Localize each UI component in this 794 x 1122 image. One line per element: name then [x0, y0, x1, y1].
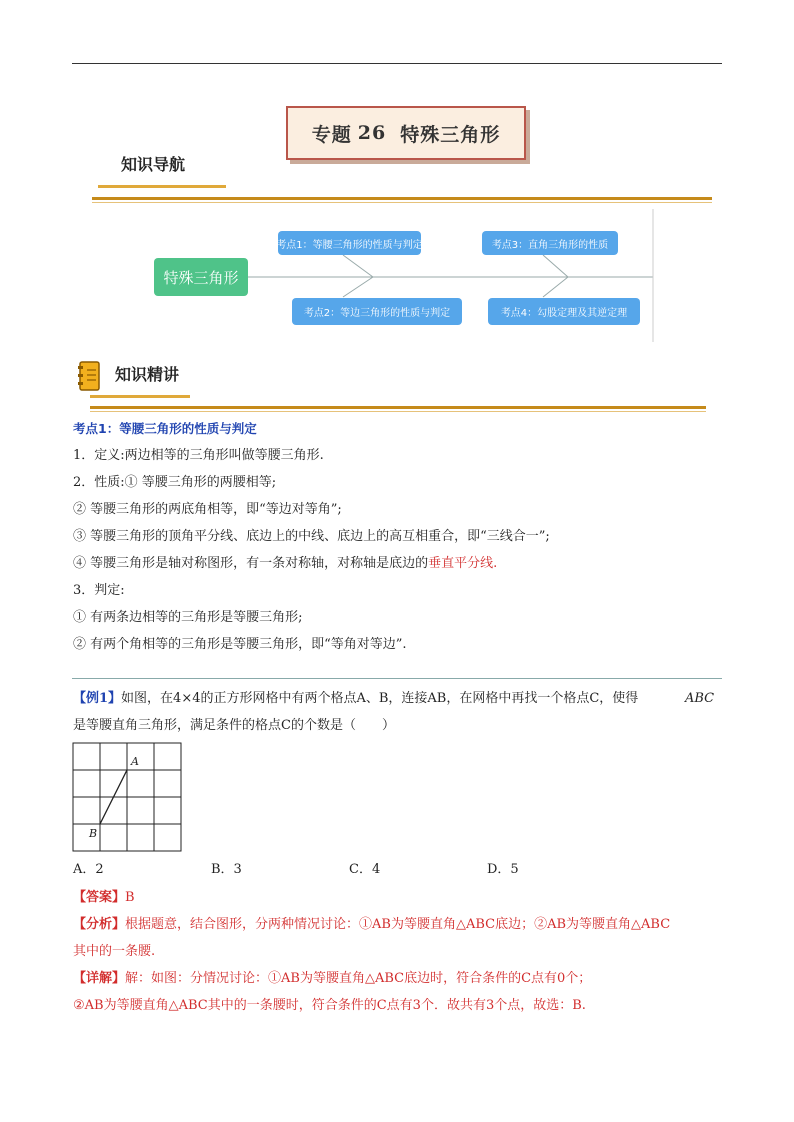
title-prefix: 专题 [311, 123, 352, 146]
grid-label-b: B [89, 827, 98, 840]
explain-divider-thin [90, 411, 706, 412]
explain-heading: 知识精讲 [115, 365, 180, 384]
notebook-icon [77, 361, 101, 392]
analysis-label: 【分析】 [73, 917, 126, 932]
example-text-1: 如图，在4×4的正方形网格中有两个格点A、B，连接AB，在网格中再找一个格点C，使得 [121, 691, 639, 706]
detail-label: 【详解】 [73, 971, 126, 986]
answer-value: B [125, 890, 135, 905]
kp1-line-6: 3．判定: [73, 583, 125, 598]
header-rule [72, 63, 722, 64]
kp1-highlight: 垂直平分线 [428, 556, 494, 571]
example-label: 【例1】 [73, 691, 122, 706]
explain-divider [90, 406, 706, 409]
kp1-highlight-end: . [493, 556, 498, 571]
kp1-line-5-text: ④ 等腰三角形是轴对称图形，有一条对称轴，对称轴是底边的 [73, 556, 429, 571]
kp1-line-7: ① 有两条边相等的三角形是等腰三角形; [73, 610, 303, 625]
answer-line [73, 891, 135, 904]
kp1-line-5 [73, 557, 497, 570]
kp1-line-3: ② 等腰三角形的两底角相等，即“等边对等角”; [73, 502, 342, 517]
kp1-line-4: ③ 等腰三角形的顶角平分线、底边上的中线、底边上的高互相重合，即“三线合一”; [73, 529, 550, 544]
example-abc: ABC [685, 691, 715, 706]
page-title [286, 106, 526, 160]
nav-heading: 知识导航 [121, 155, 186, 174]
grid-label-a: A [131, 755, 139, 768]
mindmap-item-kp1: 考点1：等腰三角形的性质与判定 [278, 231, 421, 255]
mindmap-root: 特殊三角形 [154, 258, 248, 296]
kp1-line-8: ② 有两个角相等的三角形是等腰三角形，即“等角对等边”. [73, 637, 407, 652]
detail-line-2: ②AB为等腰直角△ABC其中的一条腰时，符合条件的C点有3个．故共有3个点，故选：B. [73, 998, 586, 1013]
analysis-line-1 [73, 918, 670, 931]
kp1-line-1: 1．定义:两边相等的三角形叫做等腰三角形. [73, 448, 324, 463]
mindmap-item-kp2: 考点2：等边三角形的性质与判定 [292, 298, 462, 325]
kp1-line-2: 2．性质:① 等腰三角形的两腰相等; [73, 475, 277, 490]
analysis-line-2: 其中的一条腰. [73, 944, 156, 959]
answer-label: 【答案】 [73, 890, 126, 905]
example-separator [72, 678, 722, 679]
option-b: B．3 [211, 862, 242, 877]
detail-text-1: 解：如图：分情况讨论：①AB为等腰直角△ABC底边时，符合条件的C点有0个； [125, 971, 592, 986]
nav-divider [92, 197, 712, 200]
nav-divider-thin [92, 202, 712, 203]
option-a: A．2 [73, 862, 104, 877]
mindmap-item-kp3: 考点3：直角三角形的性质 [482, 231, 618, 255]
title-name: 特殊三角形 [400, 123, 501, 146]
mindmap [148, 207, 658, 344]
title-number: 26 [357, 122, 387, 144]
explain-heading-underline [90, 395, 190, 398]
example-line-1 [73, 692, 638, 705]
mindmap-item-kp4: 考点4：勾股定理及其逆定理 [488, 298, 640, 325]
detail-line-1 [73, 972, 591, 985]
kp1-heading: 考点1：等腰三角形的性质与判定 [73, 421, 257, 436]
option-c: C．4 [349, 862, 381, 877]
example-line-2: 是等腰直角三角形，满足条件的格点C的个数是（ ） [73, 718, 395, 733]
option-d: D．5 [487, 862, 519, 877]
analysis-text-1: 根据题意，结合图形，分两种情况讨论：①AB为等腰直角△ABC底边；②AB为等腰直角△ABC [125, 917, 671, 932]
nav-heading-underline [98, 185, 226, 188]
